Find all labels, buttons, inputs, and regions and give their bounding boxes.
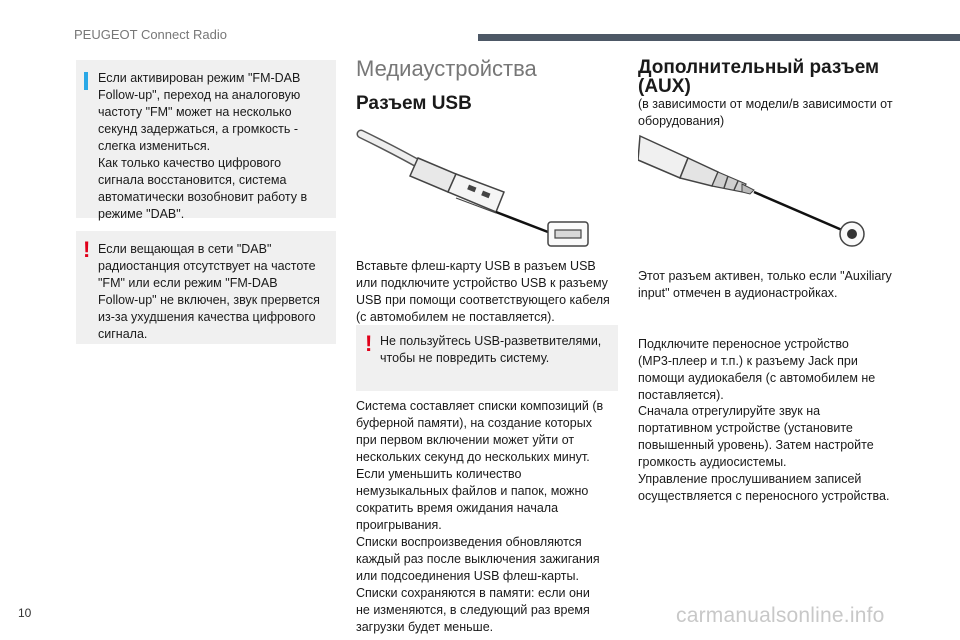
dab-warning-text: Если вещающая в сети "DAB" радиостанция отсутствует на частоте "FM" или если режим "FM-DAB Follow-up" не включен, звук прервется из-за ухудшения качества цифрового сигнала. [98,242,320,341]
usb-title: Разъем USB [356,93,472,114]
dab-info-text: Если активирован режим "FM-DAB Follow-up", переход на аналоговую частоту "FM" может на несколько секунд задержаться, а громкость - слегка измениться. Как только качество цифрового сигнала восстановится, система автоматически возобновит работу в режиме "DAB". [98,71,308,221]
exclamation-icon: ! [365,331,373,356]
usb-text: Вставьте флеш-карту USB в разъем USB или подключите устройство USB к разъему USB при помощи соответствующего кабеля (с автомобилем не поставляется). [356,259,610,324]
usb-warning-text: Не пользуйтесь USB-разветвителями, чтобы не повредить систему. [380,334,602,365]
section-title: Медиаустройства [356,56,537,81]
aux-active-text: Этот разъем активен, только если "Auxiliary input" отмечен в аудионастройках. [638,269,892,300]
watermark: carmanualsonline.info [676,604,885,627]
info-bar-icon [84,72,88,90]
exclamation-icon: ! [83,237,91,262]
dab-info-note [76,60,336,221]
usb-cable-icon [361,134,504,213]
aux-port-icon [840,222,864,246]
page-number: 10 [18,606,32,620]
header-title: PEUGEOT Connect Radio [74,27,227,42]
aux-jack-illustration [638,126,898,251]
usb-system-text: Система составляет списки композиций (в буферной памяти), на создание которых при первом включении может уйти от нескольких секунд до нескольких минут. Если уменьшить количество немузыкальных файлов и папок, можно сократить время ожидания начала проигрывания. Списки воспроизведения обновляются каждый раз после выключения зажигания или подсоединения USB флеш-карты. Списки сохраняются в памяти: если они не изменяются, в следующий раз время загрузки будет меньше. [356,399,604,634]
aux-subtitle: (в зависимости от модели/в зависимости от оборудования) [638,97,893,128]
aux-jack-icon [638,136,754,194]
aux-adjust-text: Сначала отрегулируйте звук на портативном устройстве (установите повышенный уровень). Затем настройте громкость аудиосистемы. Управление прослушиванием записей осуществляется с переносного устройства. [638,404,890,503]
usb-connector-illustration [356,126,596,251]
dab-warning-note [76,231,336,344]
aux-connect-text: Подключите переносное устройство (MP3-плеер и т.п.) к разъему Jack при помощи аудиокабеля (с автомобилем не поставляется). [638,337,876,402]
usb-warning-note [356,325,618,391]
header-bar [478,34,960,41]
aux-title: Дополнительный разъем (AUX) [638,57,880,97]
usb-port-icon [548,222,588,246]
